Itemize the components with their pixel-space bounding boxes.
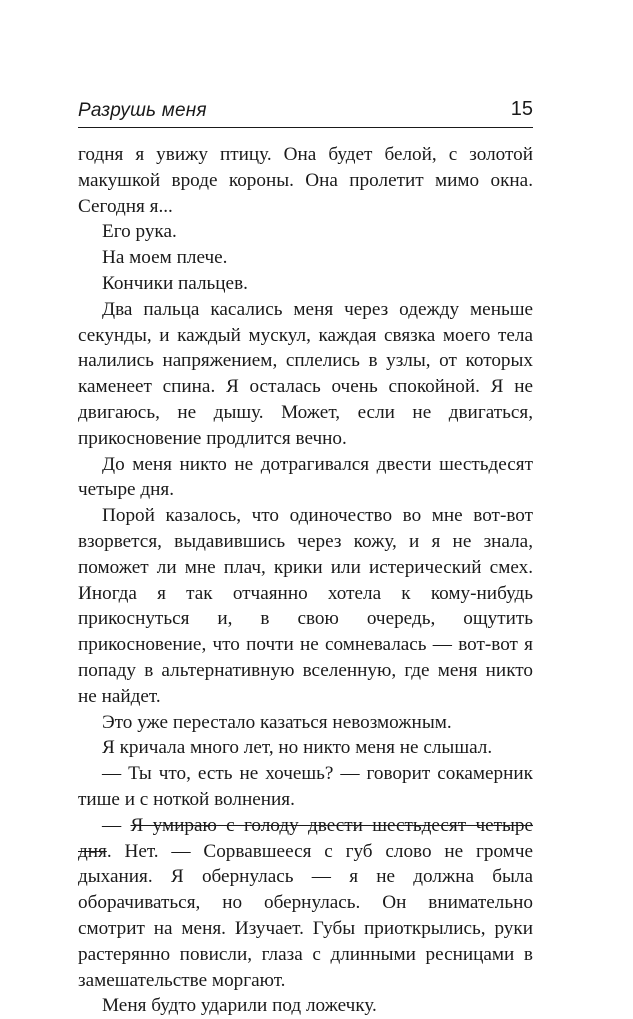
paragraph: До меня никто не дотрагивался двести шестьдесят четыре дня. <box>78 453 533 501</box>
paragraph: Его рука. <box>102 221 177 243</box>
paragraph-continuation: годня я увижу птицу. Она будет белой, с золотой макушкой вроде короны. Она пролетит мимо окна. Сегодня я... <box>78 144 533 217</box>
running-header <box>78 96 533 128</box>
paragraph-rest: . Нет. — Сорвавшееся с губ слово не громче дыхания. Я обернулась — я не должна была оборачиваться, но обернулась. Он внимательно смотрит на меня. Изучает. Губы приоткрылись, руки растерянно повисли, глаза с длинными ресницами в замешательстве моргают. <box>78 840 533 991</box>
paragraph: Два пальца касались меня через одежду меньше секунды, и каждый мускул, каждая связка моего тела налились напряжением, сплелись в узлы, от которых каменеет спина. Я осталась очень спокойной. Я не двигаюсь, не дышу. Может, если не двигаться, прикосновение продлится вечно. <box>78 298 533 449</box>
header-rule <box>78 127 533 128</box>
dialogue-dash: — <box>102 814 131 836</box>
page-number: 15 <box>510 98 533 120</box>
paragraph: На моем плече. <box>102 247 228 269</box>
struck-through-text: Я умираю с голоду двести шестьдесят четыре дня <box>78 814 534 862</box>
paragraph: Это уже перестало казаться невозможным. <box>102 711 452 733</box>
paragraph: Я кричала много лет, но никто меня не слышал. <box>102 737 493 759</box>
dialogue-paragraph-with-strikethrough <box>78 813 533 994</box>
paragraph: Порой казалось, что одиночество во мне вот-вот взорвется, выдавившись через кожу, и я не знала, поможет ли мне плач, крики или истерический смех. Иногда я так отчаянно хотела к кому-нибудь прикоснуться и, в свою очередь, ощутить прикосновение, что почти не сомневалась — вот-вот я попаду в альтернативную вселенную, где меня никто не найдет. <box>78 505 533 707</box>
paragraph: Меня будто ударили под ложечку. <box>102 995 377 1017</box>
dialogue-paragraph: — Ты что, есть не хочешь? — говорит сокамерник тише и с ноткой волнения. <box>78 763 533 810</box>
running-header-title: Разрушь меня <box>78 100 207 121</box>
body-text <box>78 142 533 1019</box>
paragraph: Кончики пальцев. <box>102 272 248 294</box>
